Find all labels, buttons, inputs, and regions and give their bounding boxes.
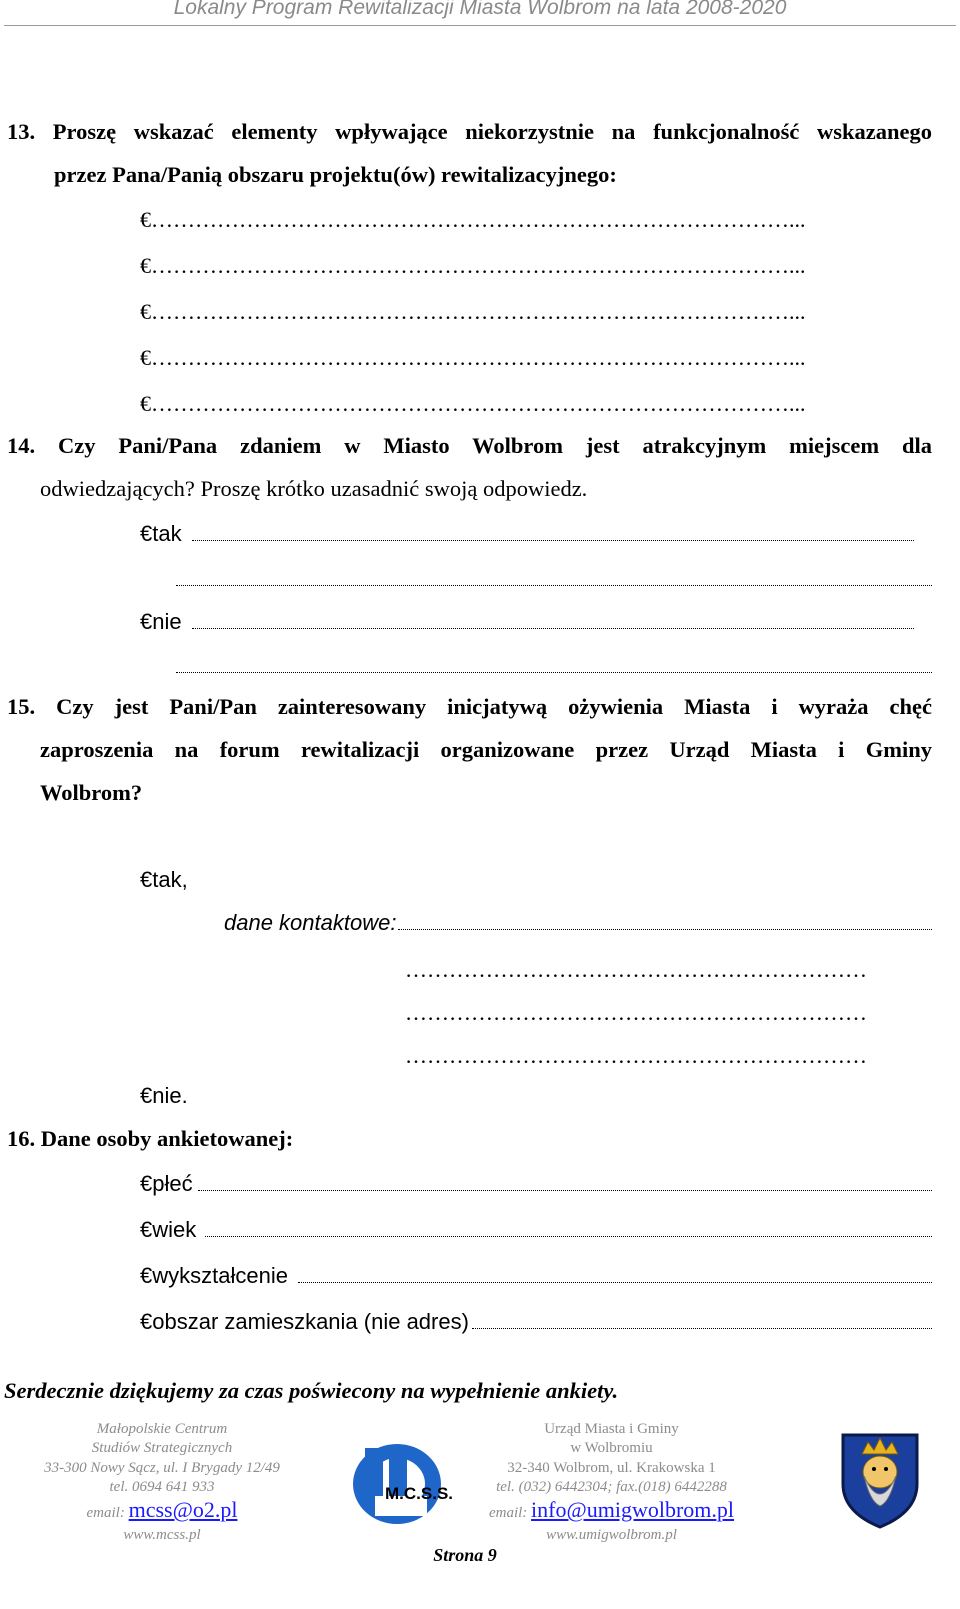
q13-bullet-line: €……………………………………………………………………………... xyxy=(140,345,806,370)
q16-residence-line xyxy=(472,1318,932,1329)
q15-contact-extra-line: ……………………………………………………… xyxy=(405,1043,867,1068)
footer-right-address: 32-340 Wolbrom, ul. Krakowska 1 xyxy=(507,1459,716,1476)
q14-yes-answer-line xyxy=(192,530,914,541)
footer-left-org: Małopolskie Centrum xyxy=(96,1421,228,1437)
q16-gender-line xyxy=(198,1180,932,1191)
q15-text-line1: 15. Czy jest Pani/Pan zainteresowany inicjatywą ożywienia Miasta i wyraża chęć xyxy=(7,694,932,719)
footer-left-block xyxy=(17,1420,307,1545)
q14-option-no[interactable]: €nie xyxy=(140,609,182,634)
q15-text-line2: zaproszenia na forum rewitalizacji organizowane przez Urząd Miasta i Gminy xyxy=(40,737,932,762)
q14-text-line2: odwiedzających? Proszę krótko uzasadnić swoją odpowiedz. xyxy=(40,476,588,501)
mcss-logo xyxy=(345,1438,453,1528)
footer-right-org: Urząd Miasta i Gminy xyxy=(544,1421,679,1437)
mcss-logo-text: M.C.S.S. xyxy=(385,1484,454,1503)
q13-bullet-line: €……………………………………………………………………………... xyxy=(140,299,806,324)
q14-option-yes[interactable]: €tak xyxy=(140,521,182,546)
q14-yes-answer-line2 xyxy=(176,575,932,586)
footer-left-address: 33-300 Nowy Sącz, ul. I Brygady 12/49 xyxy=(44,1459,280,1476)
q15-option-no[interactable]: €nie. xyxy=(140,1083,188,1108)
q16-age-line xyxy=(205,1226,932,1237)
q16-field-gender[interactable]: €płeć xyxy=(140,1171,193,1196)
coat-of-arms-icon xyxy=(840,1432,920,1530)
q13-bullet-line: €……………………………………………………………………………... xyxy=(140,207,806,232)
q15-contact-extra-line: ……………………………………………………… xyxy=(405,957,867,982)
q13-text-line1: 13. Proszę wskazać elementy wpływające niekorzystnie na funkcjonalność wskazanego xyxy=(7,119,932,144)
q15-option-yes[interactable]: €tak, xyxy=(140,867,188,892)
footer-left-org2: Studiów Strategicznych xyxy=(91,1440,233,1457)
q14-text-line1: 14. Czy Pani/Pana zdaniem w Miasto Wolbrom jest atrakcyjnym miejscem dla xyxy=(7,433,932,458)
q15-contact-line xyxy=(398,919,932,930)
q15-contact-extra-line: ……………………………………………………… xyxy=(405,1000,867,1025)
header-divider xyxy=(4,25,956,26)
footer-right-org2: w Wolbromiu xyxy=(570,1440,653,1457)
q14-no-answer-line xyxy=(192,618,914,629)
thanks-message: Serdecznie dziękujemy za czas poświecony na wypełnienie ankiety. xyxy=(4,1378,619,1403)
q13-text-line2: przez Pana/Panią obszaru projektu(ów) rewitalizacyjnego: xyxy=(54,162,617,187)
footer-left-phone: tel. 0694 641 933 xyxy=(109,1478,215,1495)
q15-text-line3: Wolbrom? xyxy=(40,780,143,805)
footer-left-www: www.mcss.pl xyxy=(123,1527,201,1544)
footer-right-email-label: email: xyxy=(488,1505,528,1522)
footer-right-block xyxy=(464,1420,759,1545)
q15-contact-label: dane kontaktowe: xyxy=(224,910,397,935)
footer-left-email-link[interactable]: mcss@o2.pl xyxy=(128,1497,238,1523)
q13-bullet-line: €……………………………………………………………………………... xyxy=(140,391,806,416)
footer-left-email-label: email: xyxy=(86,1505,125,1522)
q16-education-line xyxy=(298,1272,932,1283)
footer-right-www: www.umigwolbrom.pl xyxy=(546,1527,677,1544)
q16-field-age[interactable]: €wiek xyxy=(140,1217,197,1242)
page-number: Strona 9 xyxy=(433,1545,497,1565)
q14-no-answer-line2 xyxy=(176,662,932,673)
q16-field-residence-area[interactable]: €obszar zamieszkania (nie adres) xyxy=(140,1309,469,1334)
q13-bullet-line: €……………………………………………………………………………... xyxy=(140,253,806,278)
document-header-title: Lokalny Program Rewitalizacji Miasta Wolbrom na lata 2008-2020 xyxy=(173,0,787,19)
q16-title: 16. Dane osoby ankietowanej: xyxy=(7,1126,294,1151)
q16-field-education[interactable]: €wykształcenie xyxy=(140,1263,288,1288)
footer-right-phone: tel. (032) 6442304; fax.(018) 6442288 xyxy=(496,1478,727,1495)
footer-right-email-link[interactable]: info@umigwolbrom.pl xyxy=(531,1497,735,1523)
